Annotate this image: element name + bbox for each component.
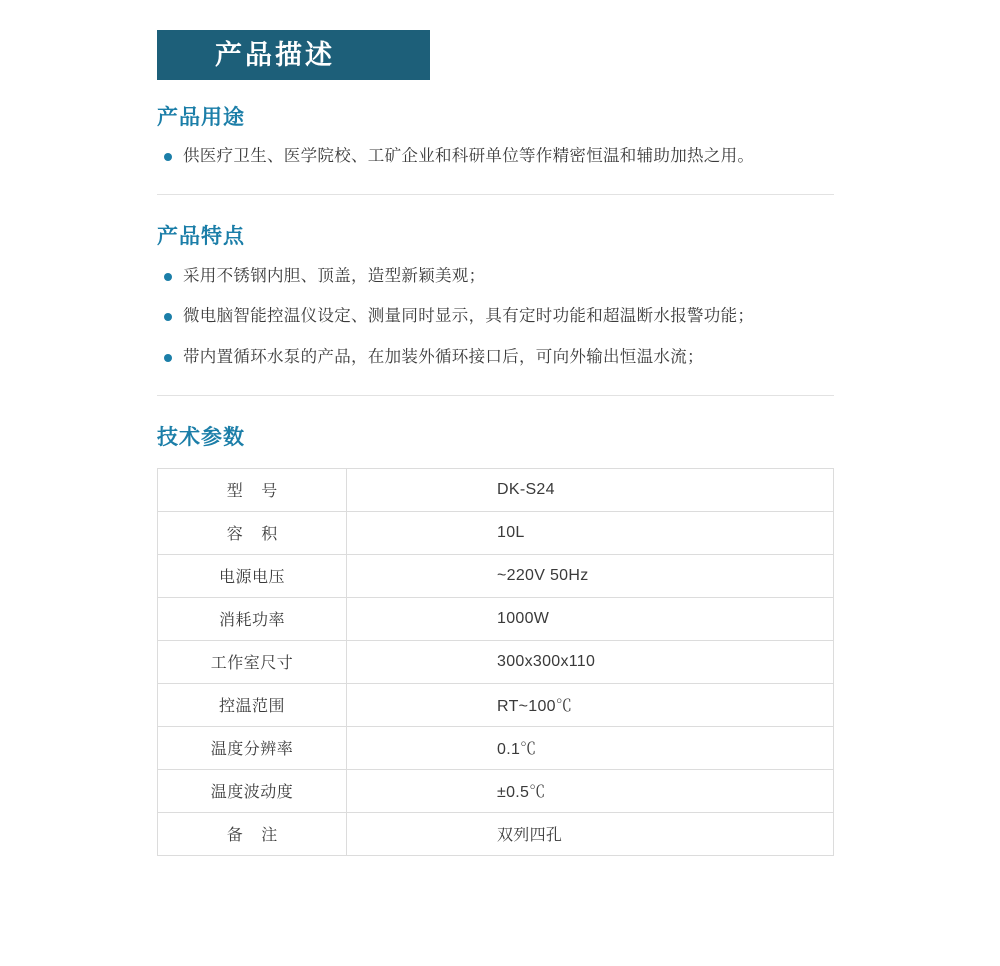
spec-label: 温度分辨率: [158, 726, 347, 769]
spec-value: 双列四孔: [347, 812, 834, 855]
spec-table-wrapper: [157, 468, 834, 856]
table-row: [158, 683, 834, 726]
table-row: [158, 812, 834, 855]
page-header-banner: [157, 30, 430, 80]
spec-value: ~220V 50Hz: [347, 554, 834, 597]
list-item-text: 微电脑智能控温仪设定、测量同时显示，具有定时功能和超温断水报警功能；: [183, 307, 755, 326]
spec-value: 1000W: [347, 597, 834, 640]
divider: [157, 395, 834, 396]
list-item-text: 带内置循环水泵的产品，在加装外循环接口后，可向外输出恒温水流；: [183, 348, 704, 367]
spec-label: 消耗功率: [158, 597, 347, 640]
list-item-text: 采用不锈钢内胆、顶盖，造型新颖美观；: [183, 266, 486, 285]
list-item: [157, 305, 834, 329]
table-row: [158, 640, 834, 683]
spec-value: 300x300x110: [347, 640, 834, 683]
table-row: [158, 597, 834, 640]
section-title-usage: 产品用途: [157, 106, 245, 129]
spec-value: DK-S24: [347, 468, 834, 511]
features-bullet-list: [157, 265, 834, 371]
spec-label: 温度波动度: [158, 769, 347, 812]
list-item: [157, 145, 834, 169]
bullet-dot-icon: [164, 354, 172, 362]
spec-value: ±0.5℃: [347, 769, 834, 812]
table-row: [158, 468, 834, 511]
spec-label: 型 号: [158, 468, 347, 511]
table-row: [158, 726, 834, 769]
spec-label: 控温范围: [158, 683, 347, 726]
section-title-features: 产品特点: [157, 225, 245, 249]
spec-value: 0.1℃: [347, 726, 834, 769]
page-content: [157, 104, 834, 856]
bullet-dot-icon: [164, 313, 172, 321]
section-product-usage: [157, 104, 834, 169]
spec-label: 容 积: [158, 511, 347, 554]
divider: [157, 194, 834, 195]
bullet-dot-icon: [164, 153, 172, 161]
usage-bullet-list: [157, 145, 834, 169]
section-product-features: [157, 223, 834, 370]
spec-value: RT~100℃: [347, 683, 834, 726]
table-row: [158, 511, 834, 554]
section-title-specs: 技术参数: [157, 426, 245, 450]
spec-label: 备 注: [158, 812, 347, 855]
spec-label: 电源电压: [158, 554, 347, 597]
list-item-text: 供医疗卫生、医学院校、工矿企业和科研单位等作精密恒温和辅助加热之用。: [183, 147, 755, 166]
list-item: [157, 346, 834, 370]
spec-label: 工作室尺寸: [158, 640, 347, 683]
page-title: 产品描述: [215, 39, 335, 70]
table-row: [158, 769, 834, 812]
section-technical-parameters: [157, 424, 834, 855]
spec-value: 10L: [347, 511, 834, 554]
spec-table: [157, 468, 834, 856]
list-item: [157, 265, 834, 289]
bullet-dot-icon: [164, 273, 172, 281]
table-row: [158, 554, 834, 597]
